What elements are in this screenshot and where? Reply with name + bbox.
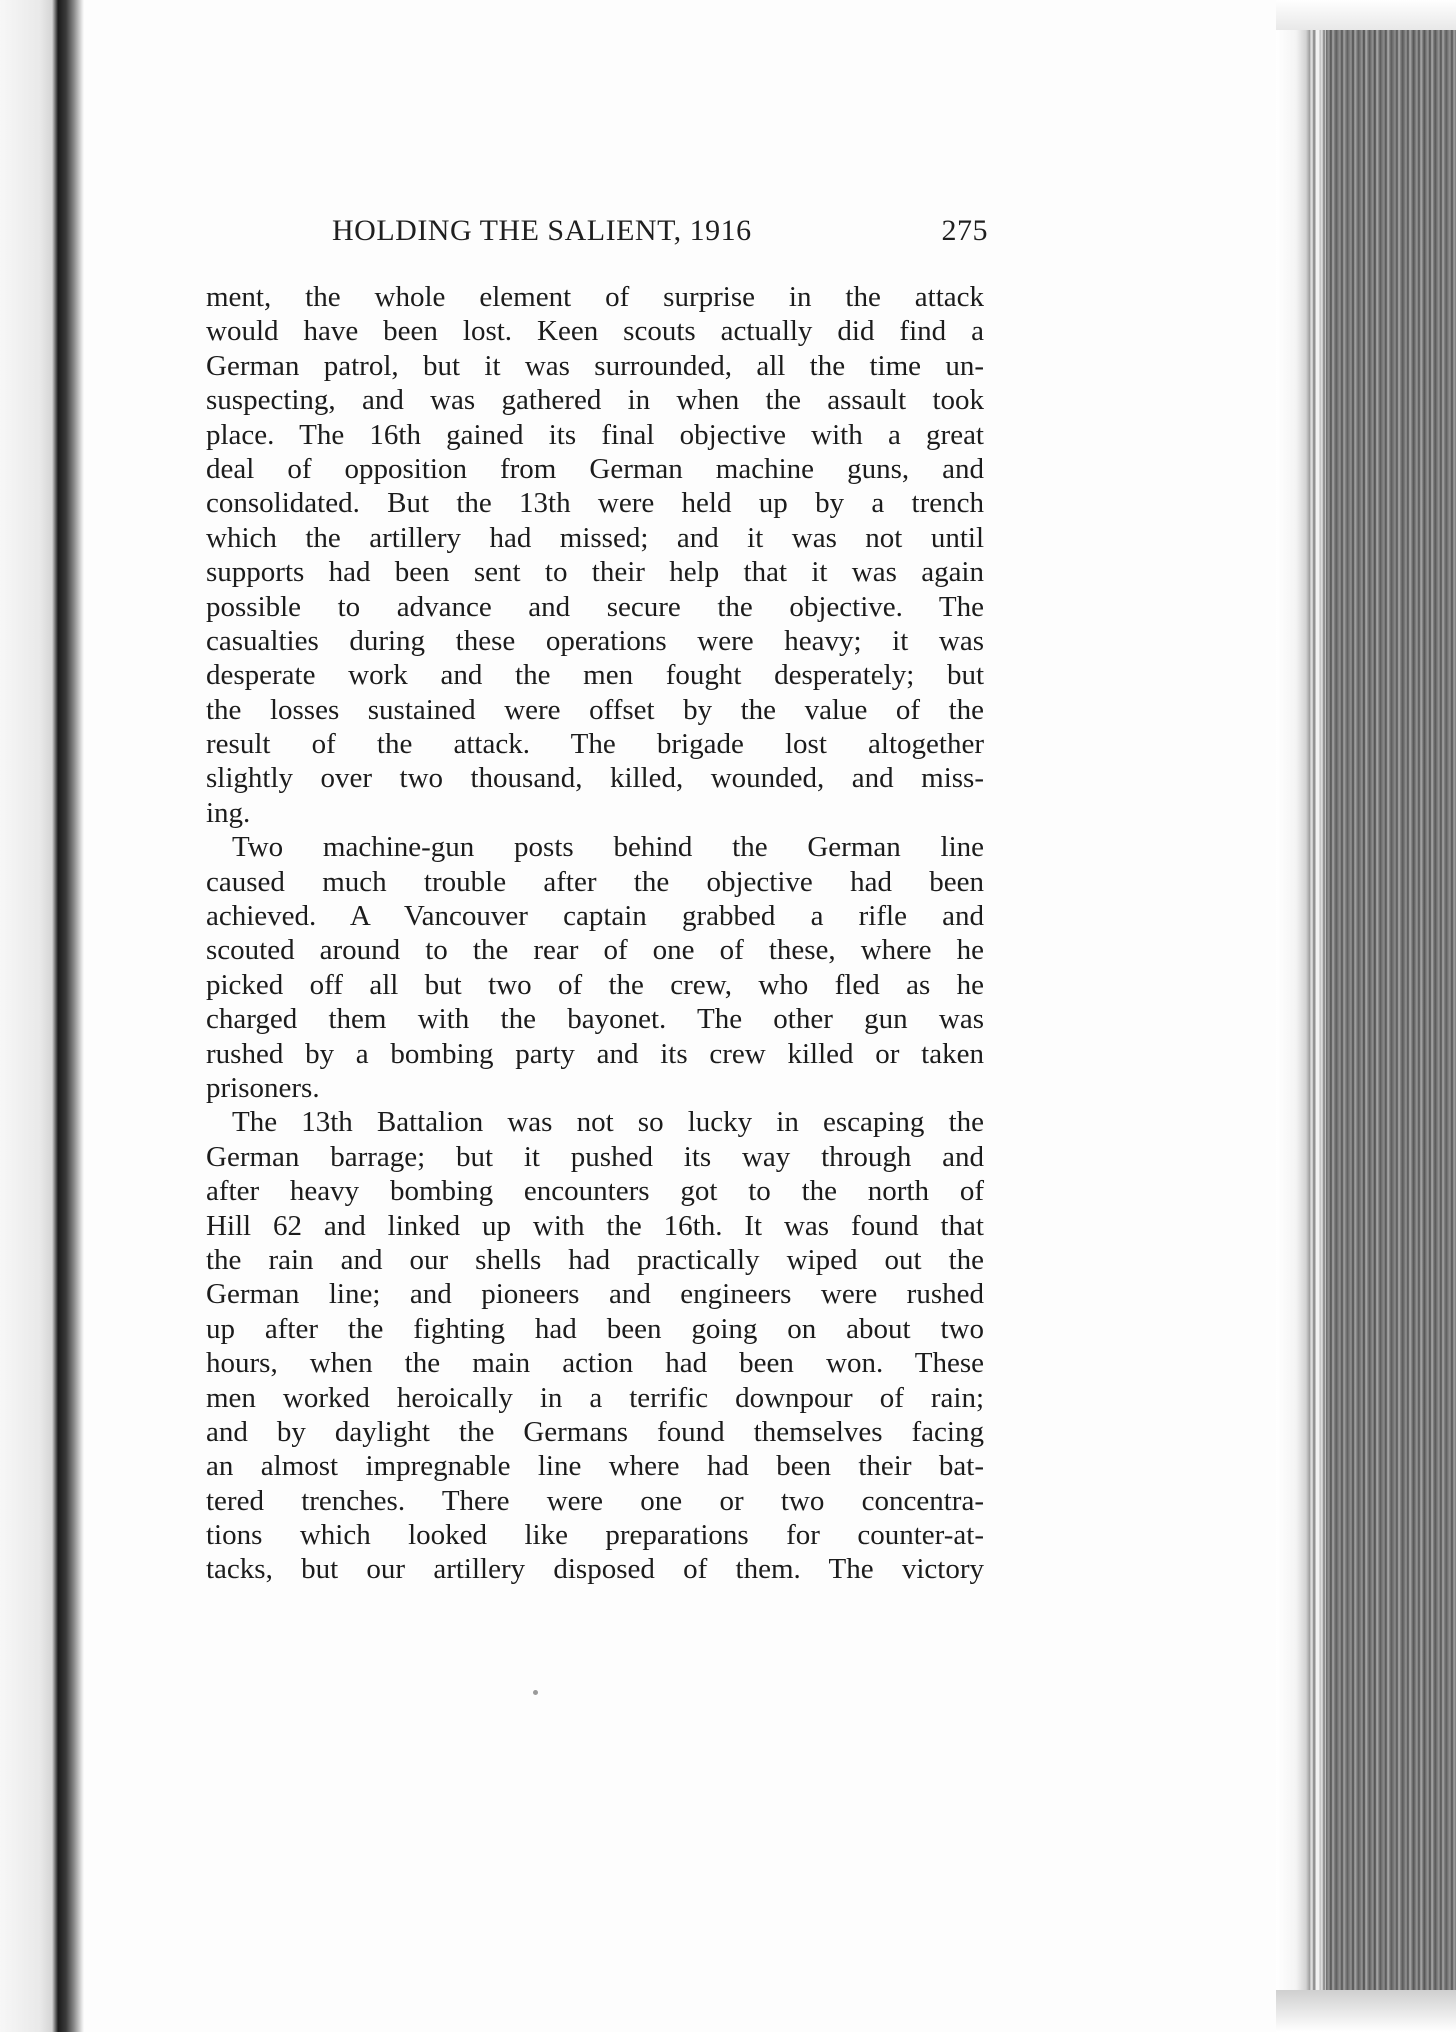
text-line: possible to advance and secure the objective. The <box>206 590 984 623</box>
text-line: deal of opposition from German machine guns, and <box>206 452 984 485</box>
text-line: an almost impregnable line where had been their bat- <box>206 1450 984 1483</box>
text-line: suspecting, and was gathered in when the assault took <box>206 384 984 417</box>
text-line: slightly over two thousand, killed, wounded, and miss- <box>206 762 984 795</box>
ink-speck <box>533 1690 538 1695</box>
text-line: the rain and our shells had practically wiped out the <box>206 1243 984 1276</box>
text-line: consolidated. But the 13th were held up by a trench <box>206 487 984 520</box>
text-line: charged them with the bayonet. The other gun was <box>206 1003 984 1036</box>
text-line: desperate work and the men fought desperately; but <box>206 659 984 692</box>
text-line: The 13th Battalion was not so lucky in escaping the <box>232 1106 984 1139</box>
text-line: supports had been sent to their help that it was again <box>206 556 984 589</box>
text-line: men worked heroically in a terrific downpour of rain; <box>206 1381 984 1414</box>
left-binding-shadow <box>0 0 62 2032</box>
text-line: ing. <box>206 796 251 829</box>
text-line: ment, the whole element of surprise in the attack <box>206 281 984 313</box>
text-line: result of the attack. The brigade lost altogether <box>206 728 984 761</box>
text-line: tered trenches. There were one or two concentra- <box>206 1484 984 1517</box>
text-line: picked off all but two of the crew, who fled as he <box>206 968 984 1001</box>
page-edges-bottom-fade <box>1276 1990 1456 2032</box>
paragraph-3 <box>206 1105 984 1586</box>
body-text <box>206 280 984 1587</box>
text-line: German line; and pioneers and engineers were rushed <box>206 1278 984 1311</box>
right-book-block-edge <box>1326 0 1456 2032</box>
text-line: achieved. A Vancouver captain grabbed a rifle and <box>206 900 984 933</box>
text-line: tions which looked like preparations for counter-at- <box>206 1519 984 1552</box>
text-line: rushed by a bombing party and its crew killed or taken <box>206 1037 984 1070</box>
text-line: German barrage; but it pushed its way through and <box>206 1140 984 1173</box>
text-line: which the artillery had missed; and it was not until <box>206 521 984 554</box>
paragraph-2 <box>206 830 984 1105</box>
text-line: the losses sustained were offset by the value of the <box>206 693 984 726</box>
page-edges-top-fade <box>1276 0 1456 30</box>
text-line: Hill 62 and linked up with the 16th. It was found that <box>206 1209 984 1242</box>
text-line: caused much trouble after the objective had been <box>206 865 984 898</box>
text-line: prisoners. <box>206 1071 320 1104</box>
text-line: would have been lost. Keen scouts actually did find a <box>206 315 984 348</box>
text-line: up after the fighting had been going on about two <box>206 1312 984 1345</box>
text-line: casualties during these operations were heavy; it was <box>206 624 984 657</box>
text-line: German patrol, but it was surrounded, all the time un- <box>206 349 984 382</box>
text-line: after heavy bombing encounters got to the north of <box>206 1175 984 1208</box>
paragraph-1 <box>206 280 984 830</box>
text-line: hours, when the main action had been won. These <box>206 1347 984 1380</box>
text-line: scouted around to the rear of one of these, where he <box>206 934 984 967</box>
page-number: 275 <box>941 214 988 247</box>
running-head <box>332 214 988 254</box>
right-page-margin-edge <box>1276 0 1310 2032</box>
text-line: and by daylight the Germans found themselves facing <box>206 1415 984 1448</box>
text-line: place. The 16th gained its final objective with a great <box>206 418 984 451</box>
running-title: HOLDING THE SALIENT, 1916 <box>332 214 752 247</box>
text-line: Two machine-gun posts behind the German line <box>232 831 984 864</box>
text-line: tacks, but our artillery disposed of them. The victory <box>206 1553 984 1586</box>
left-gutter-edge <box>58 0 84 2032</box>
